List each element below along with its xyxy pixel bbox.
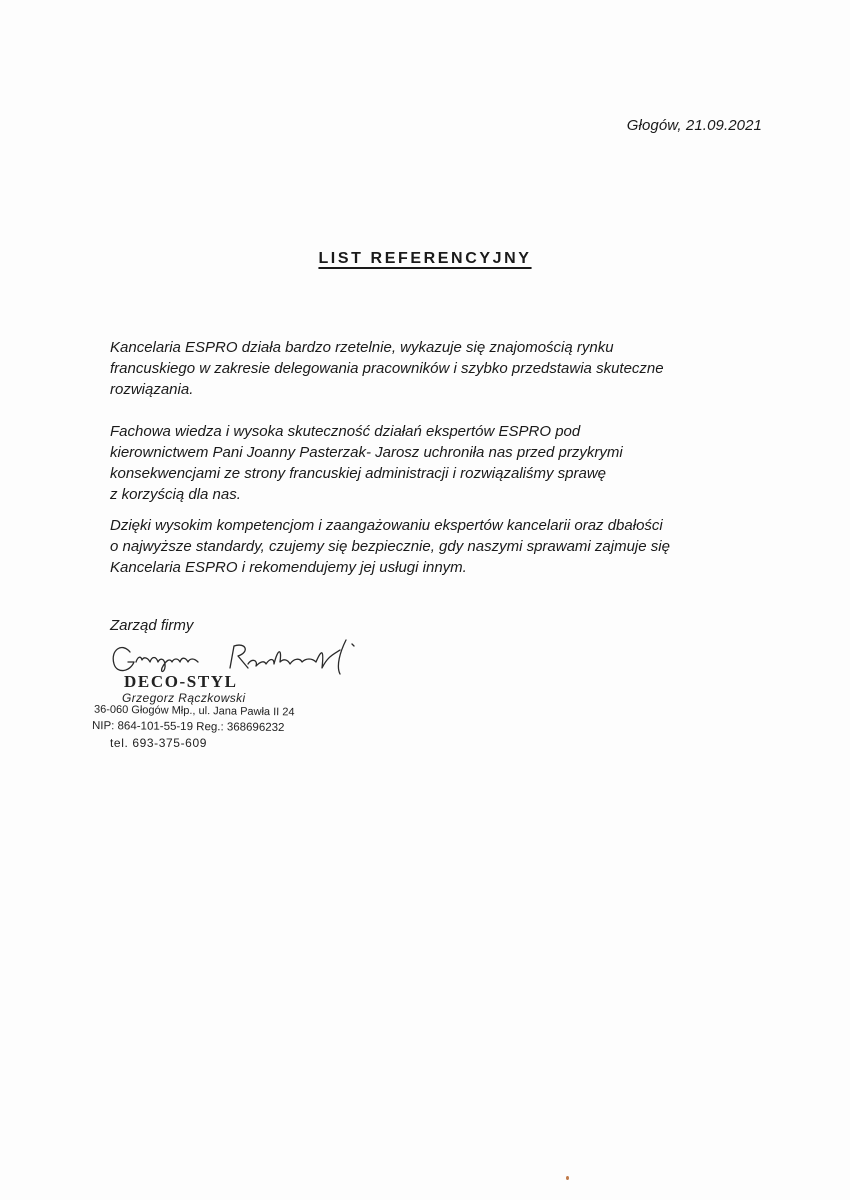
paragraph-2: [110, 421, 770, 505]
paragraph-1: [110, 337, 770, 400]
paragraph-line: kierownictwem Pani Joanny Pasterzak- Jarosz uchroniła nas przed przykrymi: [110, 444, 623, 461]
letter-title: LIST REFERENCYJNY: [318, 250, 532, 267]
paragraph-line: z korzyścią dla nas.: [110, 486, 241, 503]
stamp-owner-name: Grzegorz Rączkowski: [122, 691, 246, 705]
paragraph-line: konsekwencjami ze strony francuskiej administracji i rozwiązaliśmy sprawę: [110, 465, 606, 482]
paragraph-line: Fachowa wiedza i wysoka skuteczność działań ekspertów ESPRO pod: [110, 423, 581, 440]
paragraph-line: Kancelaria ESPRO działa bardzo rzetelnie, wykazuje się znajomością rynku: [110, 339, 614, 356]
paragraph-line: francuskiego w zakresie delegowania pracowników i szybko przedstawia skuteczne: [110, 360, 664, 377]
stamp-nip-reg: NIP: 864-101-55-19 Reg.: 368696232: [91, 719, 285, 735]
paragraph-line: rozwiązania.: [110, 381, 194, 398]
paragraph-3: [110, 515, 770, 578]
letter-date: Głogów, 21.09.2021: [626, 117, 762, 134]
paper-speck: [566, 1176, 569, 1180]
signoff-label: Zarząd firmy: [110, 617, 194, 634]
stamp-phone: tel. 693-375-609: [110, 736, 207, 750]
stamp-company-name: DECO-STYL: [124, 672, 238, 691]
stamp-address: 36-060 Głogów Młp., ul. Jana Pawła II 24: [93, 703, 295, 719]
paragraph-line: o najwyższe standardy, czujemy się bezpiecznie, gdy naszymi sprawami zajmuje się: [110, 538, 670, 555]
paragraph-line: Dzięki wysokim kompetencjom i zaangażowaniu ekspertów kancelarii oraz dbałości: [110, 517, 663, 534]
paragraph-line: Kancelaria ESPRO i rekomendujemy jej usługi innym.: [110, 559, 467, 576]
